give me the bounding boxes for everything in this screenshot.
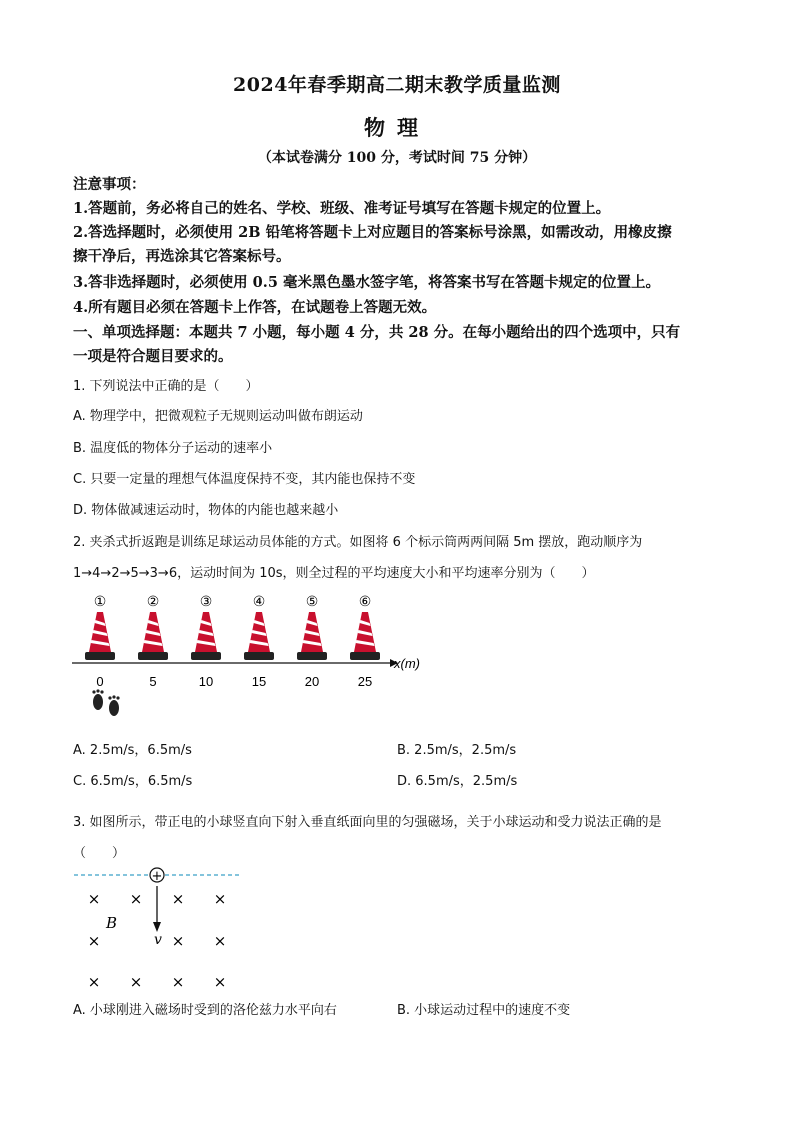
tick-label: 10 bbox=[198, 674, 214, 689]
field-cross: × bbox=[87, 932, 101, 950]
notice-item-3: 3.答非选择题时，必须使用 0.5 毫米黑色墨水签字笔，将答案书写在答题卡规定的位置上。 bbox=[73, 274, 660, 291]
tick-labels-group bbox=[96, 674, 372, 689]
notice-item-4: 4.所有题目必须在答题卡上作答，在试题卷上答题无效。 bbox=[73, 299, 437, 316]
tick-label: 0 bbox=[96, 674, 104, 689]
q1-stem: 1. 下列说法中正确的是（ ） bbox=[73, 379, 259, 394]
charge-symbol: + bbox=[151, 869, 163, 884]
q2-stem-line1: 2. 夹杀式折返跑是训练足球运动员体能的方式。如图将 6 个标示筒两两间隔 5m 摆放，跑动顺序为 bbox=[73, 535, 643, 550]
exam-info: （本试卷满分 100 分，考试时间 75 分钟） bbox=[257, 150, 537, 166]
field-cross: × bbox=[213, 932, 227, 950]
q3-option-b: B. 小球运动过程中的速度不变 bbox=[397, 1003, 571, 1018]
section-heading-line2: 一项是符合题目要求的。 bbox=[73, 348, 233, 365]
q3-figure bbox=[70, 862, 260, 994]
cone-label: ③ bbox=[199, 594, 213, 610]
field-cross: × bbox=[87, 890, 101, 908]
tick-label: 20 bbox=[304, 674, 320, 689]
section-heading-line1: 一、单项选择题：本题共 7 小题，每小题 4 分，共 28 分。在每小题给出的四个选项中，只有 bbox=[73, 324, 681, 341]
cone-label: ① bbox=[93, 594, 107, 610]
notice-item-2-cont: 擦干净后，再选涂其它答案标号。 bbox=[73, 248, 291, 265]
field-cross: × bbox=[129, 973, 143, 991]
velocity-label: v bbox=[154, 932, 162, 948]
x-axis-label: x(m) bbox=[394, 656, 420, 671]
cone-1 bbox=[85, 594, 115, 660]
field-cross: × bbox=[171, 932, 185, 950]
velocity-arrow-head bbox=[153, 922, 161, 932]
q1-option-a: A. 物理学中，把微观粒子无规则运动叫做布朗运动 bbox=[73, 409, 363, 424]
cone-label: ② bbox=[146, 594, 160, 610]
field-cross: × bbox=[213, 890, 227, 908]
q2-option-b: B. 2.5m/s，2.5m/s bbox=[397, 743, 517, 758]
notice-item-1: 1.答题前，务必将自己的姓名、学校、班级、准考证号填写在答题卡规定的位置上。 bbox=[73, 200, 611, 217]
q1-option-c: C. 只要一定量的理想气体温度保持不变，其内能也保持不变 bbox=[73, 472, 416, 487]
cone-5 bbox=[297, 594, 327, 660]
q2-option-c: C. 6.5m/s，6.5m/s bbox=[73, 774, 193, 789]
tick-label: 5 bbox=[149, 674, 157, 689]
q3-stem-line1: 3. 如图所示，带正电的小球竖直向下射入垂直纸面向里的匀强磁场，关于小球运动和受力说法正确的是 bbox=[73, 815, 662, 830]
field-cross: × bbox=[87, 973, 101, 991]
footprints-icon bbox=[92, 689, 119, 716]
q1-option-b: B. 温度低的物体分子运动的速率小 bbox=[73, 441, 273, 456]
tick-label: 15 bbox=[251, 674, 267, 689]
tick-label: 25 bbox=[357, 674, 373, 689]
q3-stem-line2: （ ） bbox=[73, 846, 126, 861]
positive-charge-icon bbox=[150, 868, 164, 884]
cone-3 bbox=[191, 594, 221, 660]
cone-label: ⑤ bbox=[305, 594, 319, 610]
cone-4 bbox=[244, 594, 274, 660]
q2-figure bbox=[60, 588, 440, 728]
exam-title: 2024年春季期高二期末教学质量监测 bbox=[233, 74, 561, 96]
field-label: B bbox=[106, 914, 118, 932]
q2-stem-line2: 1→4→2→5→3→6，运动时间为 10s，则全过程的平均速度大小和平均速率分别为（ ） bbox=[73, 566, 595, 581]
notice-heading: 注意事项： bbox=[73, 176, 146, 193]
cone-label: ④ bbox=[252, 594, 266, 610]
notice-item-2: 2.答选择题时，必须使用 2B 铅笔将答题卡上对应题目的答案标号涂黑，如需改动，用橡皮擦 bbox=[73, 224, 672, 241]
cone-2 bbox=[138, 594, 168, 660]
field-cross: × bbox=[171, 890, 185, 908]
cone-6 bbox=[350, 594, 380, 660]
subject-title: 物理 bbox=[364, 115, 430, 140]
q2-option-a: A. 2.5m/s，6.5m/s bbox=[73, 743, 192, 758]
cone-label: ⑥ bbox=[358, 594, 372, 610]
field-cross: × bbox=[129, 890, 143, 908]
cones-group bbox=[85, 594, 380, 660]
field-cross: × bbox=[171, 973, 185, 991]
q1-option-d: D. 物体做减速运动时，物体的内能也越来越小 bbox=[73, 503, 339, 518]
q3-option-a: A. 小球刚进入磁场时受到的洛伦兹力水平向右 bbox=[73, 1003, 337, 1018]
field-cross: × bbox=[213, 973, 227, 991]
q2-option-d: D. 6.5m/s，2.5m/s bbox=[397, 774, 518, 789]
